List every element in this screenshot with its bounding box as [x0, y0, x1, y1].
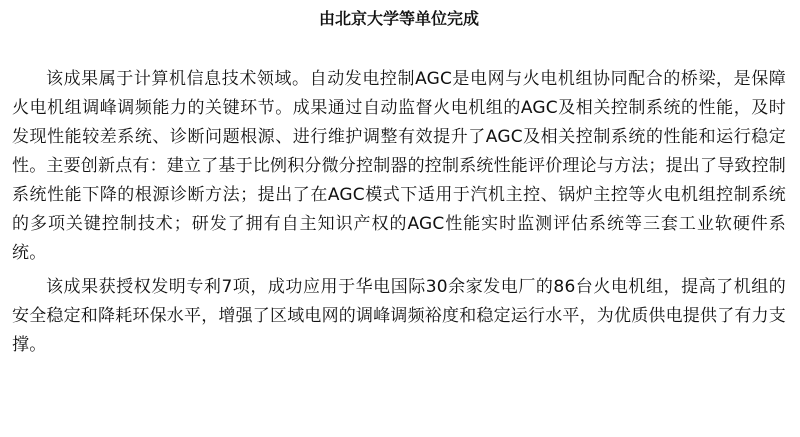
- paragraph-application: 该成果获授权发明专利7项，成功应用于华电国际30余家发电厂的86台火电机组，提高了机组的安全稳定和降耗环保水平，增强了区域电网的调峰调频裕度和稳定运行水平，为优质供电提供了有力支撑。: [12, 277, 786, 355]
- document-title: 由北京大学等单位完成: [318, 9, 479, 28]
- document-body: [12, 65, 786, 360]
- document-page: [0, 8, 800, 437]
- paragraph-innovation: 该成果属于计算机信息技术领域。自动发电控制AGC是电网与火电机组协同配合的桥梁，是保障火电机组调峰调频能力的关键环节。成果通过自动监督火电机组的AGC及相关控制系统的性能，及时发现性能较差系统、诊断问题根源、进行维护调整有效提升了AGC及相关控制系统的性能和运行稳定性。主要创新点有：建立了基于比例积分微分控制器的控制系统性能评价理论与方法；提出了导致控制系统性能下降的根源诊断方法；提出了在AGC模式下适用于汽机主控、锅炉主控等火电机组控制系统的多项关键控制技术；研发了拥有自主知识产权的AGC性能实时监测评估系统等三套工业软硬件系统。: [12, 69, 786, 263]
